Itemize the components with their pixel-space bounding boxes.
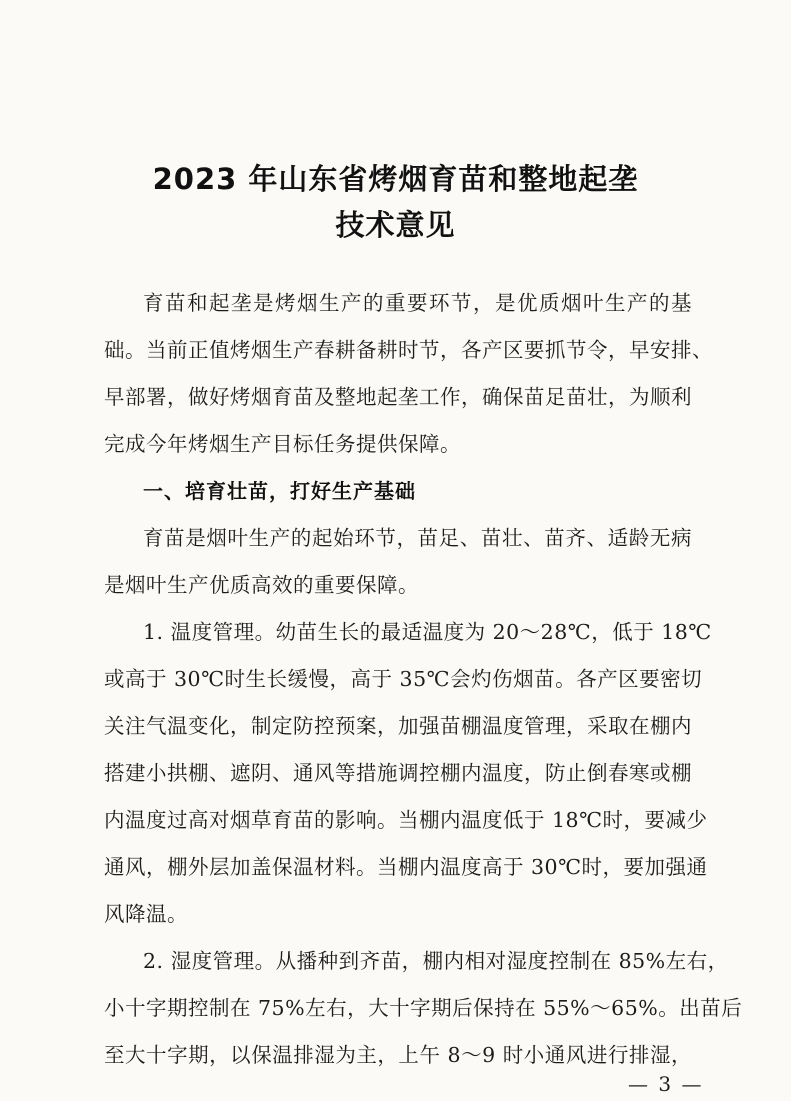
intro-line: 早部署，做好烤烟育苗及整地起垄工作，确保苗足苗壮，为顺利 — [104, 385, 692, 409]
item2-line: 2. 湿度管理。从播种到齐苗，棚内相对湿度控制在 85%左右， — [143, 949, 729, 973]
item1-line: 1. 温度管理。幼苗生长的最适温度为 20～28℃，低于 18℃ — [143, 620, 712, 644]
item1-line: 内温度过高对烟草育苗的影响。当棚内温度低于 18℃时，要减少 — [104, 808, 708, 832]
item1-line: 关注气温变化，制定防控预案，加强苗棚温度管理，采取在棚内 — [104, 714, 692, 738]
item1-line: 风降温。 — [104, 902, 188, 926]
section-heading: 一、培育壮苗，打好生产基础 — [143, 479, 416, 503]
intro-line: 完成今年烤烟生产目标任务提供保障。 — [104, 432, 461, 456]
section-intro-line: 是烟叶生产优质高效的重要保障。 — [104, 573, 419, 597]
item1-line: 通风，棚外层加盖保温材料。当棚内温度高于 30℃时，要加强通 — [104, 855, 708, 879]
item1-line: 搭建小拱棚、遮阴、通风等措施调控棚内温度，防止倒春寒或棚 — [104, 761, 692, 785]
document-title-line-2: 技术意见 — [335, 208, 456, 242]
intro-line: 础。当前正值烤烟生产春耕备耕时节，各产区要抓节令，早安排、 — [104, 338, 713, 362]
item1-line: 或高于 30℃时生长缓慢，高于 35℃会灼伤烟苗。各产区要密切 — [104, 667, 703, 691]
item2-line: 至大十字期，以保温排湿为主，上午 8～9 时小通风进行排湿， — [104, 1043, 692, 1067]
page-number: — 3 — — [628, 1072, 704, 1096]
item2-line: 小十字期控制在 75%左右，大十字期后保持在 55%～65%。出苗后 — [104, 996, 743, 1020]
section-intro-line: 育苗是烟叶生产的起始环节，苗足、苗壮、苗齐、适龄无病 — [143, 526, 692, 550]
intro-line: 育苗和起垄是烤烟生产的重要环节，是优质烟叶生产的基 — [143, 291, 692, 315]
document-title-line-1: 2023 年山东省烤烟育苗和整地起垄 — [152, 162, 639, 196]
